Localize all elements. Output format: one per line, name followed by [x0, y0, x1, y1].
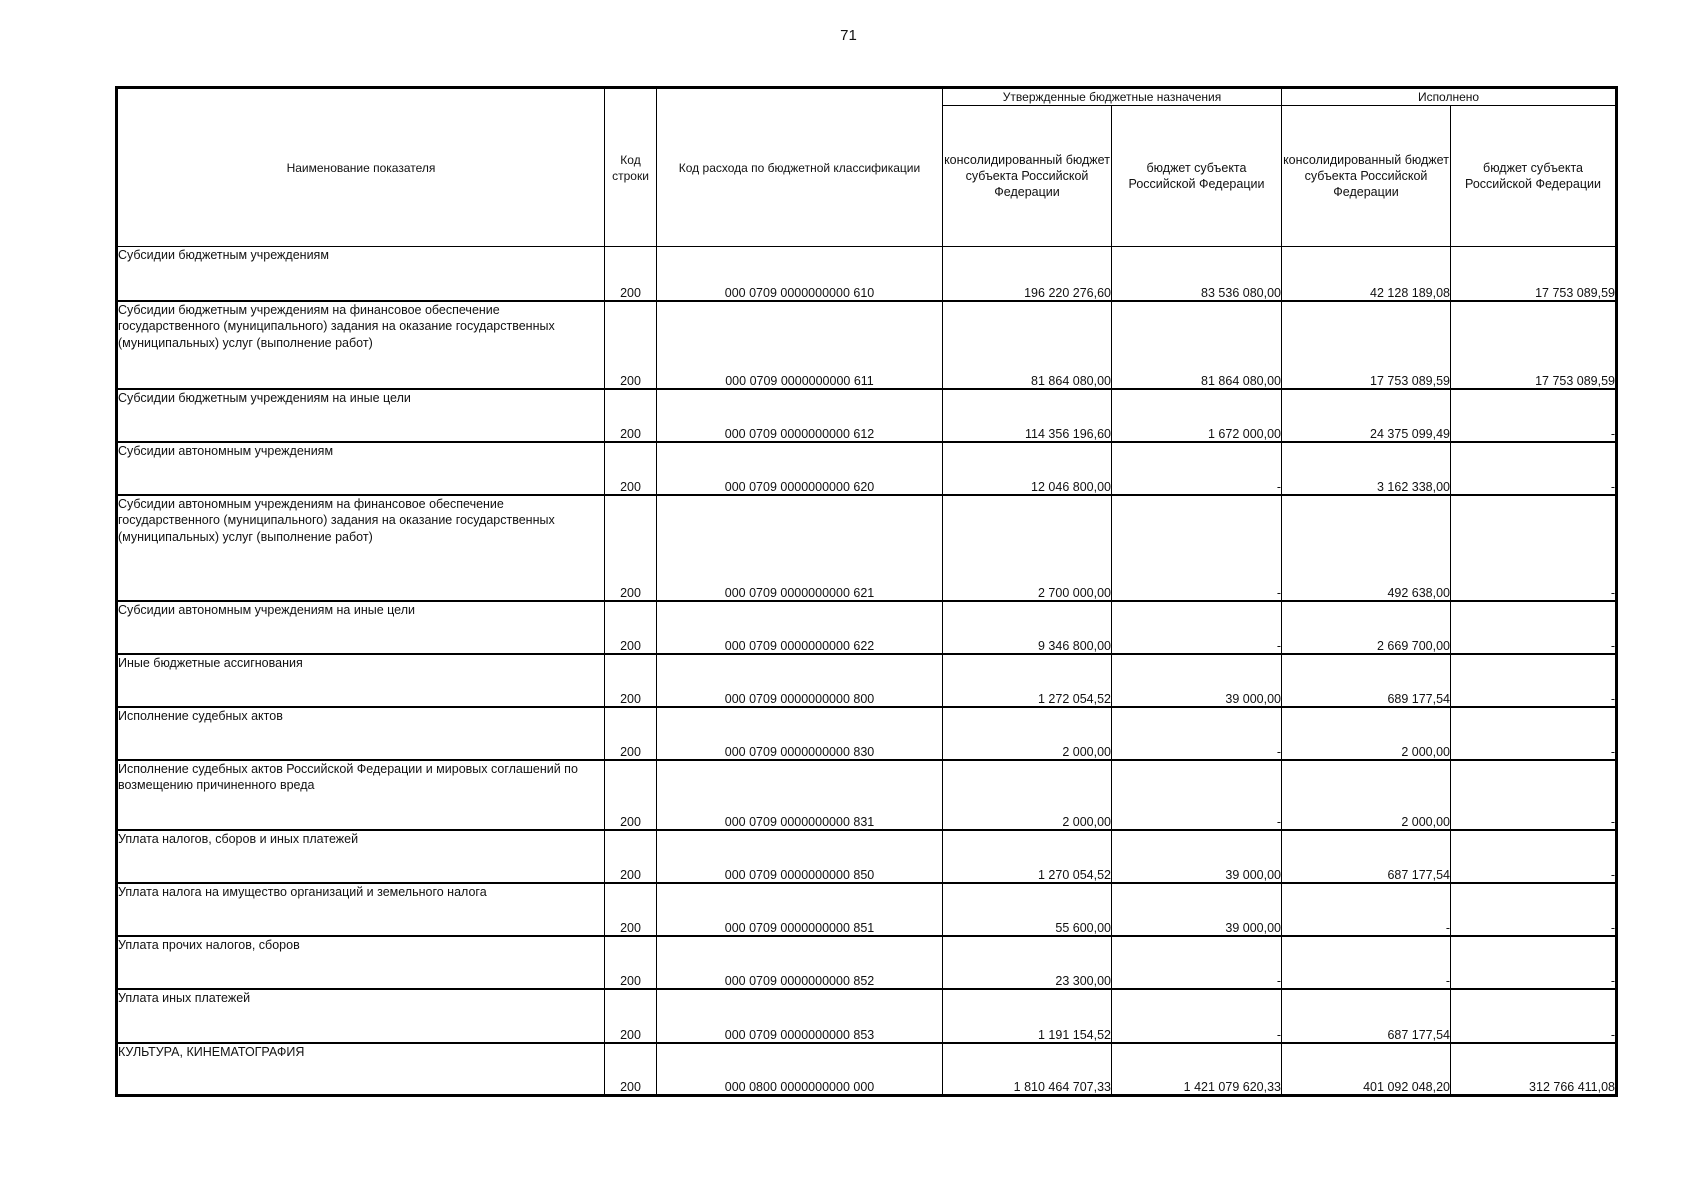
row-executed-consolidated: 492 638,00	[1282, 495, 1451, 601]
row-approved-subject: -	[1112, 707, 1282, 760]
header-approved-consolidated: консолидированный бюджет субъекта Российской Федерации	[943, 106, 1112, 247]
row-code: 200	[605, 601, 657, 654]
table-row	[117, 830, 1617, 883]
row-expense-code: 000 0709 0000000000 610	[657, 247, 943, 301]
header-indicator-name: Наименование показателя	[117, 88, 605, 247]
row-name: Субсидии автономным учреждениям	[117, 442, 605, 495]
row-code: 200	[605, 883, 657, 936]
row-approved-consolidated: 196 220 276,60	[943, 247, 1112, 301]
row-executed-subject: -	[1451, 707, 1617, 760]
row-approved-subject: 83 536 080,00	[1112, 247, 1282, 301]
row-name: Иные бюджетные ассигнования	[117, 654, 605, 707]
header-expense-code: Код расхода по бюджетной классификации	[657, 88, 943, 247]
row-approved-consolidated: 23 300,00	[943, 936, 1112, 989]
row-approved-consolidated: 12 046 800,00	[943, 442, 1112, 495]
table-row	[117, 654, 1617, 707]
row-expense-code: 000 0709 0000000000 622	[657, 601, 943, 654]
row-approved-consolidated: 1 191 154,52	[943, 989, 1112, 1043]
budget-report-table	[115, 86, 1618, 1097]
row-approved-subject: 39 000,00	[1112, 830, 1282, 883]
row-approved-subject: 1 672 000,00	[1112, 389, 1282, 442]
row-executed-consolidated: -	[1282, 936, 1451, 989]
row-executed-consolidated: 687 177,54	[1282, 989, 1451, 1043]
row-executed-consolidated: 2 000,00	[1282, 760, 1451, 830]
row-approved-subject: -	[1112, 495, 1282, 601]
row-executed-consolidated: 689 177,54	[1282, 654, 1451, 707]
row-name: Субсидии автономным учреждениям на финансовое обеспечение государственного (муниципального) задания на оказание государственных (муниципальных) услуг (выполнение работ)	[117, 495, 605, 601]
row-name: Уплата прочих налогов, сборов	[117, 936, 605, 989]
row-code: 200	[605, 442, 657, 495]
row-code: 200	[605, 389, 657, 442]
row-name: Уплата налога на имущество организаций и земельного налога	[117, 883, 605, 936]
header-approved-subject: бюджет субъекта Российской Федерации	[1112, 106, 1282, 247]
row-executed-subject: -	[1451, 442, 1617, 495]
row-code: 200	[605, 707, 657, 760]
header-executed-group: Исполнено	[1282, 88, 1617, 106]
row-executed-consolidated: 687 177,54	[1282, 830, 1451, 883]
table-row	[117, 247, 1617, 301]
row-approved-consolidated: 81 864 080,00	[943, 301, 1112, 389]
row-executed-subject: -	[1451, 601, 1617, 654]
row-executed-subject: -	[1451, 389, 1617, 442]
row-executed-subject: -	[1451, 936, 1617, 989]
row-approved-subject: 1 421 079 620,33	[1112, 1043, 1282, 1096]
row-approved-consolidated: 1 272 054,52	[943, 654, 1112, 707]
row-approved-consolidated: 114 356 196,60	[943, 389, 1112, 442]
row-name: Субсидии автономным учреждениям на иные цели	[117, 601, 605, 654]
table-body	[117, 247, 1617, 1096]
row-executed-subject: 312 766 411,08	[1451, 1043, 1617, 1096]
row-name: Субсидии бюджетным учреждениям на финансовое обеспечение государственного (муниципального) задания на оказание государственных (муниципальных) услуг (выполнение работ)	[117, 301, 605, 389]
row-executed-consolidated: 3 162 338,00	[1282, 442, 1451, 495]
table-row	[117, 1043, 1617, 1096]
row-code: 200	[605, 989, 657, 1043]
row-approved-consolidated: 1 270 054,52	[943, 830, 1112, 883]
row-executed-consolidated: 42 128 189,08	[1282, 247, 1451, 301]
row-approved-subject: 39 000,00	[1112, 883, 1282, 936]
row-expense-code: 000 0709 0000000000 853	[657, 989, 943, 1043]
row-executed-subject: -	[1451, 830, 1617, 883]
row-code: 200	[605, 830, 657, 883]
row-expense-code: 000 0709 0000000000 852	[657, 936, 943, 989]
header-executed-subject: бюджет субъекта Российской Федерации	[1451, 106, 1617, 247]
row-code: 200	[605, 654, 657, 707]
row-approved-subject: -	[1112, 936, 1282, 989]
row-approved-consolidated: 55 600,00	[943, 883, 1112, 936]
row-approved-subject: -	[1112, 442, 1282, 495]
row-executed-consolidated: -	[1282, 883, 1451, 936]
row-code: 200	[605, 760, 657, 830]
table-row	[117, 936, 1617, 989]
row-approved-consolidated: 2 700 000,00	[943, 495, 1112, 601]
table-row	[117, 495, 1617, 601]
table-row	[117, 989, 1617, 1043]
table-row	[117, 883, 1617, 936]
row-expense-code: 000 0800 0000000000 000	[657, 1043, 943, 1096]
row-expense-code: 000 0709 0000000000 612	[657, 389, 943, 442]
table-row	[117, 707, 1617, 760]
row-expense-code: 000 0709 0000000000 621	[657, 495, 943, 601]
page-number: 71	[840, 27, 857, 44]
row-expense-code: 000 0709 0000000000 620	[657, 442, 943, 495]
row-code: 200	[605, 247, 657, 301]
row-executed-consolidated: 401 092 048,20	[1282, 1043, 1451, 1096]
row-expense-code: 000 0709 0000000000 830	[657, 707, 943, 760]
table-row	[117, 601, 1617, 654]
row-executed-consolidated: 2 669 700,00	[1282, 601, 1451, 654]
row-expense-code: 000 0709 0000000000 831	[657, 760, 943, 830]
row-executed-consolidated: 17 753 089,59	[1282, 301, 1451, 389]
row-approved-consolidated: 2 000,00	[943, 760, 1112, 830]
header-row-code: Код строки	[605, 88, 657, 247]
row-executed-subject: -	[1451, 654, 1617, 707]
row-approved-consolidated: 1 810 464 707,33	[943, 1043, 1112, 1096]
row-expense-code: 000 0709 0000000000 800	[657, 654, 943, 707]
row-executed-subject: 17 753 089,59	[1451, 301, 1617, 389]
row-executed-subject: -	[1451, 495, 1617, 601]
row-approved-subject: -	[1112, 601, 1282, 654]
row-executed-subject: 17 753 089,59	[1451, 247, 1617, 301]
row-executed-consolidated: 24 375 099,49	[1282, 389, 1451, 442]
row-approved-consolidated: 9 346 800,00	[943, 601, 1112, 654]
row-executed-consolidated: 2 000,00	[1282, 707, 1451, 760]
row-name: Уплата налогов, сборов и иных платежей	[117, 830, 605, 883]
header-executed-consolidated: консолидированный бюджет субъекта Российской Федерации	[1282, 106, 1451, 247]
row-approved-consolidated: 2 000,00	[943, 707, 1112, 760]
row-name: Исполнение судебных актов	[117, 707, 605, 760]
table-row	[117, 301, 1617, 389]
row-approved-subject: 81 864 080,00	[1112, 301, 1282, 389]
row-name: КУЛЬТУРА, КИНЕМАТОГРАФИЯ	[117, 1043, 605, 1096]
table-row	[117, 442, 1617, 495]
row-executed-subject: -	[1451, 760, 1617, 830]
row-expense-code: 000 0709 0000000000 611	[657, 301, 943, 389]
row-expense-code: 000 0709 0000000000 851	[657, 883, 943, 936]
header-approved-group: Утвержденные бюджетные назначения	[943, 88, 1282, 106]
row-expense-code: 000 0709 0000000000 850	[657, 830, 943, 883]
row-code: 200	[605, 1043, 657, 1096]
row-code: 200	[605, 495, 657, 601]
row-approved-subject: -	[1112, 989, 1282, 1043]
row-approved-subject: 39 000,00	[1112, 654, 1282, 707]
row-code: 200	[605, 301, 657, 389]
row-name: Субсидии бюджетным учреждениям	[117, 247, 605, 301]
row-name: Субсидии бюджетным учреждениям на иные цели	[117, 389, 605, 442]
table-row	[117, 389, 1617, 442]
row-name: Исполнение судебных актов Российской Федерации и мировых соглашений по возмещению причиненного вреда	[117, 760, 605, 830]
row-name: Уплата иных платежей	[117, 989, 605, 1043]
row-code: 200	[605, 936, 657, 989]
row-executed-subject: -	[1451, 989, 1617, 1043]
table-row	[117, 760, 1617, 830]
row-approved-subject: -	[1112, 760, 1282, 830]
row-executed-subject: -	[1451, 883, 1617, 936]
